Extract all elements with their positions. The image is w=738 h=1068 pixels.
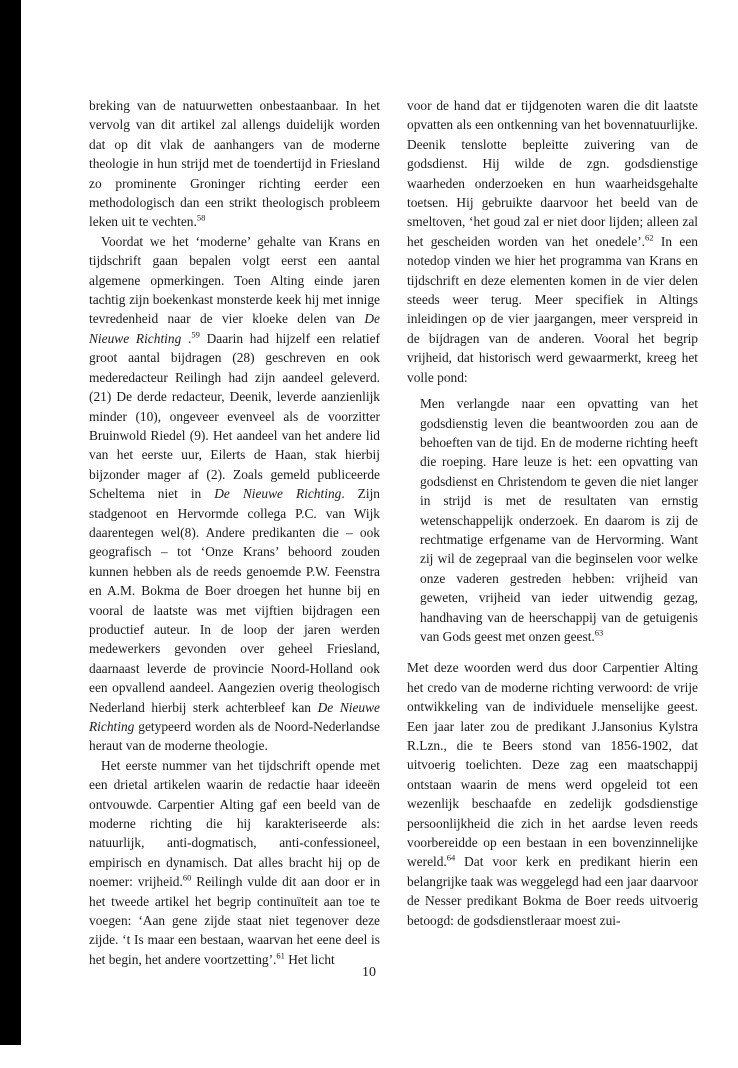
journal-title: De Nieuwe Richting [89, 699, 380, 734]
paragraph-2: Voordat we het ‘moderne’ gehalte van Krans en tijdschrift gaan bepalen volgt eerst een aantal algemene opmerkingen. Toen Alting einde jaren tachtig zijn boekenkast monsterde keek hij met innige tevredenheid naar de vier kloeke delen van De Nieuwe Richting .$^{59}$ Daarin had hijzelf een relatief groot aantal bijdragen (28) geschreven en ook mederedacteur Reilingh had zijn aandeel geleverd. (21) De derde redacteur, Deenik, leverde aanzienlijk minder (10), ongeveer evenveel als de voorzitter Bruinwold Riedel (9). Het aandeel van het andere lid van het eerste uur, Eilerts de Haan, stak hierbij bijzonder mager af (2). Zoals gemeld publiceerde Scheltema niet in De Nieuwe Richting. Zijn stadgenoot en Hervormde collega P.C. van Wijk daarentegen wel(8). Andere predikanten die – ook geografisch – tot ‘Onze Krans’ behoord zouden kunnen hebben als de reeds genoemde P.W. Feenstra en A.M. Bokma de Boer droegen het hunne bij en vooral de laatste was met vijftien bijdragen een productief auteur. In de loop der jaren werden medewerkers gevonden over geheel Friesland, daarnaast leverde de provincie Noord-Holland ook een opvallend aandeel. Aangezien overig theologisch Nederland hierbij sterk achterbleef kan De Nieuwe Richting getypeerd worden als de Noord-Nederlandse heraut van de moderne theologie. [89, 233, 381, 754]
paragraph-1: breking van de natuurwetten onbestaanbaar. In het vervolg van dit artikel zal allengs duidelijk worden dat op dit vlak de aanhangers van de moderne theologie in hun strijd met de toendertijd in Friesland zo prominente Groninger richting eerder een methodologisch dan een strikt theologisch probleem leken uit te vechten.$^{58}$ [89, 98, 380, 230]
paragraph-5: Met deze woorden werd dus door Carpentier Alting het credo van de moderne richting verwoord: de vrije ontwikkeling van de individuele menselijke geest. Een jaar later zou de predikant J.Jansonius Kylstra R.Lzn., die te Beers stond van 1856-1902, dat uitvoerig toelichten. Deze zag een maatschappij ontstaan waarin de mens werd opgeleid tot een wezenlijk beschaafde en zedelijk godsdienstige persoonlijkheid die zich in het aardse leven reeds voorbereidde op een bestaan in een bovenzinnelijke wereld.$^{64}$ Dat voor kerk en predikant hierin een belangrijke taak was weggelegd had een jaar daarvoor de Nesser predikant Bokma de Boer reeds uitvoerig betoogd: de godsdienstleraar moest zui- [407, 660, 698, 928]
right-column [407, 96, 698, 930]
footnote-ref: 60 [182, 872, 192, 883]
journal-title: De Nieuwe Richting [214, 486, 342, 502]
footnote-ref: 62 [645, 232, 654, 243]
journal-title: De Nieuwe Richting [89, 311, 380, 346]
left-column [89, 96, 380, 969]
footnote-ref: 59 [191, 329, 200, 340]
paragraph-3: Het eerste nummer van het tijdschrift opende met een drietal artikelen waarin de redactie haar ideeën ontvouwde. Carpentier Alting gaf een beeld van de moderne richting die hij karakteriseerde als: natuurlijk, anti-dogmatisch, anti-confessioneel, empirisch en dynamisch. Dat alles bracht hij op de noemer: vrijheid.$^{60}$ Reilingh vulde dit aan door er in het tweede artikel het begrip continuïteit aan toe te voegen: ‘Aan gene zijde staat niet tegenover deze zijde. ‘t Is maar een bestaan, waarvan het eene deel is het begin, het andere voortzetting’.$^{61}$ Het licht [89, 757, 381, 967]
footnote-ref: 64 [446, 852, 456, 863]
block-quote: Men verlangde naar een opvatting van het godsdienstig leven die beantwoorden zou aan de behoeften van de tijd. En de moderne richting heeft die roeping. Hare leuze is het: een opvatting van godsdienst en Christendom te geven die niet langer in strijd is met de resultaten van ernstig wetenschappelijk onderzoek. En daarom is zij de rechtmatige erfgename van de Hervorming. Want zij wil de zegepraal van die beginselen voor welke onze vaderen gestreden hebben: vrijheid van geweten, vrijheid van ieder uitwendig gezag, handhaving van de heerschappij van de getuigenis van Gods geest met onzen geest.$^{63}$ [420, 396, 698, 644]
footnote-ref: 61 [276, 950, 285, 961]
footnote-ref: 58 [196, 212, 206, 223]
page-number: 10 [362, 965, 376, 980]
footnote-ref: 63 [594, 627, 604, 638]
scan-edge-bar [0, 0, 21, 1045]
paragraph-4: voor de hand dat er tijdgenoten waren die dit laatste opvatten als een ontkenning van het bovennatuurlijke. Deenik tenslotte bepleitte zuivering van de godsdienst. Hij wilde de zgn. godsdienstige waarheden onderzoeken en hun waarheidsgehalte toetsen. Hij gebruikte daarvoor het beeld van de smeltoven, ‘het goud zal er niet door lijden; alleen zal het gescheiden worden van het onedele’.$^{62}$ In een notedop vinden we hier het programma van Krans en tijdschrift en deze elementen komen in de vier delen steeds weer terug. Meer specifiek in Altings inleidingen op de vier jaargangen, meer verspreid in de bijdragen van de anderen. Vooral het begrip vrijheid, dat historisch werd gewaarmerkt, kreeg het volle pond: [407, 98, 698, 385]
